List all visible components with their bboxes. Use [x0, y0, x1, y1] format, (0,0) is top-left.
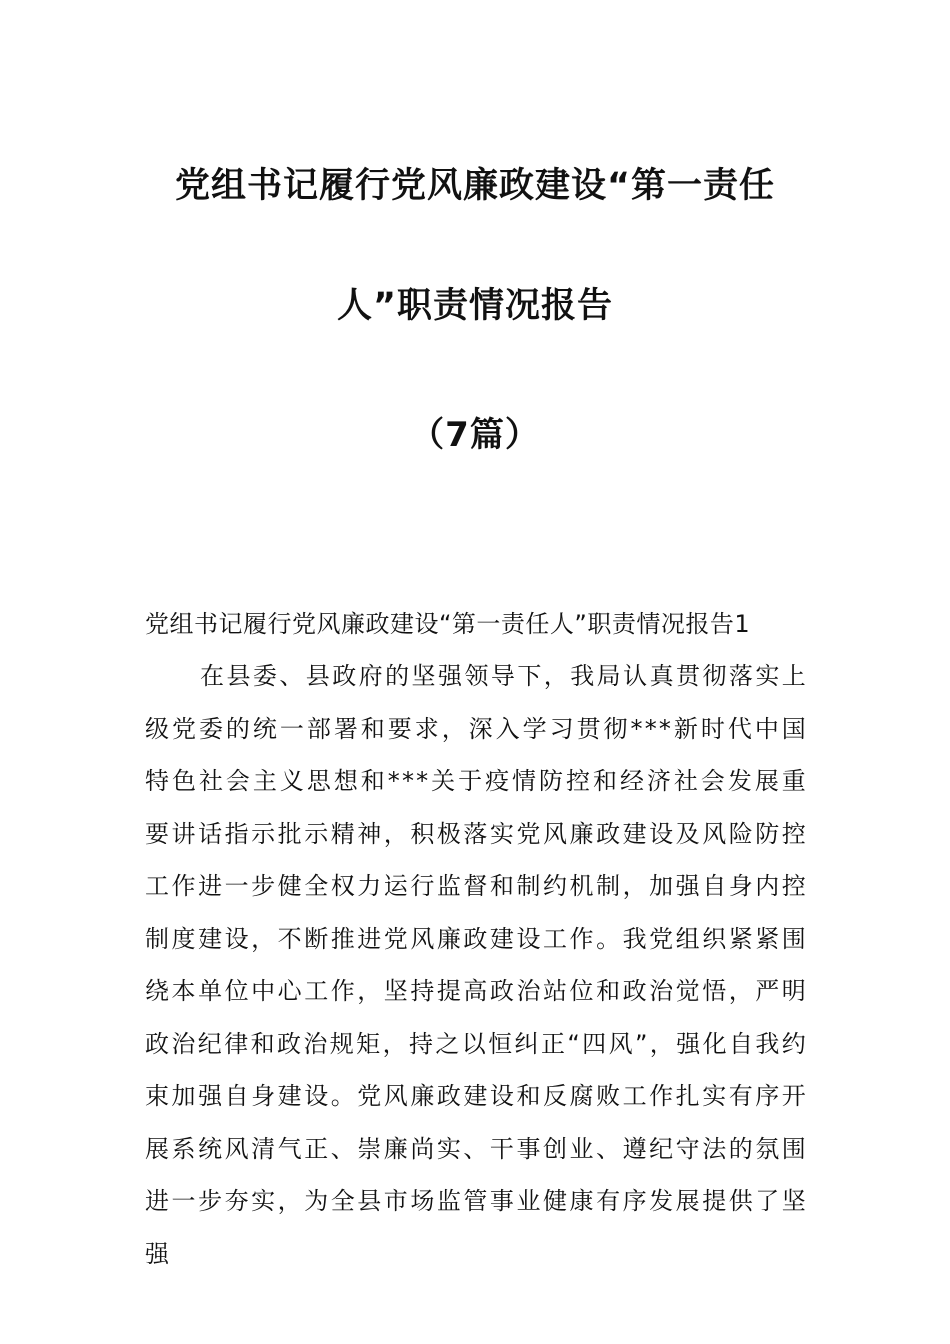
body-paragraph: 在县委、县政府的坚强领导下，我局认真贯彻落实上级党委的统一部署和要求，深入学习贯彻***新时代中国特色社会主义思想和***关于疫情防控和经济社会发展重要讲话指示批示精神，积极落实党风廉政建设及风险防控工作进一步健全权力运行监督和制约机制，加强自身内控制度建设，不断推进党风廉政建设工作。我党组织紧紧围绕本单位中心工作，坚持提高政治站位和政治觉悟，严明政治纪律和政治规矩，持之以恒纠正“四风”，强化自我约束加强自身建设。党风廉政建设和反腐败工作扎实有序开展系统风清气正、崇廉尚实、干事创业、遵纪守法的氛围进一步夯实，为全县市场监管事业健康有序发展提供了坚强 [145, 662, 808, 1268]
document-title-line-2: 人”职责情况报告 [336, 286, 613, 326]
document-subtitle: （7篇） [410, 415, 540, 455]
document-title-line-1: 党组书记履行党风廉政建设“第一责任 [174, 166, 775, 206]
section-heading: 党组书记履行党风廉政建设“第一责任人”职责情况报告1 [145, 610, 751, 638]
